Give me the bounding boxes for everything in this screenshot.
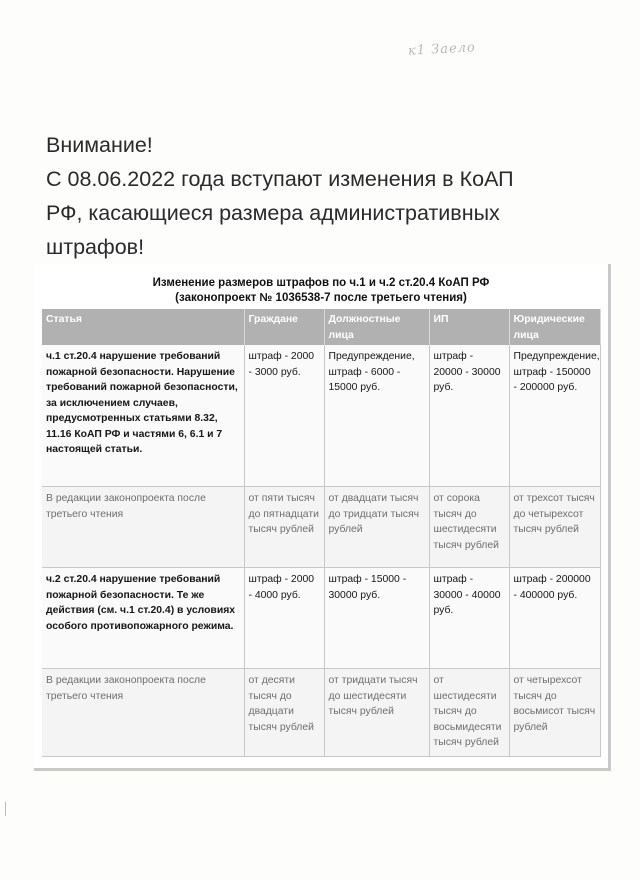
cell-article: В редакции законопроекта после третьего чтения [42,669,244,757]
header-legal-entities: Юридические лица [509,309,600,345]
cell-officials: Предупреждение, штраф - 6000 - 15000 руб. [324,345,429,487]
cell-ip: штраф - 30000 - 40000 руб. [429,568,509,669]
table-row [42,487,600,568]
header-officials: Должностные лица [324,309,429,345]
document-title [34,264,608,309]
table-row [42,669,600,757]
document-title-line-1: Изменение размеров штрафов по ч.1 и ч.2 ст.20.4 КоАП РФ [152,277,490,289]
header-ip: ИП [429,309,509,345]
cell-legal: от четырехсот тысяч до восьмисот тысяч рублей [509,669,600,757]
table-header-row [42,309,600,345]
cell-legal: штраф - 200000 - 400000 руб. [509,568,600,669]
table-row [42,568,600,669]
cell-citizens: от пяти тысяч до пятнадцати тысяч рублей [244,487,324,568]
cell-citizens: от десяти тысяч до двадцати тысяч рублей [244,669,324,757]
table-row [42,345,600,487]
notice-line-4: штрафов! [46,235,145,259]
cell-article: ч.2 ст.20.4 нарушение требований пожарной безопасности. Те же действия (см. ч.1 ст.20.4) в условиях особого противопожарного режима. [42,568,244,669]
notice-line-1: Внимание! [46,133,153,157]
cell-legal: от трехсот тысяч до четырехсот тысяч рублей [509,487,600,568]
notice-line-3: РФ, касающиеся размера административных [46,201,500,225]
cell-citizens: штраф - 2000 - 3000 руб. [244,345,324,487]
scan-margin-mark [5,802,9,816]
cell-article: ч.1 ст.20.4 нарушение требований пожарной безопасности. Нарушение требований пожарной безопасности, за исключением случаев, предусмотренных статьями 8.32, 11.16 КоАП РФ и частями 6, 6.1 и 7 настоящей статьи. [42,345,244,487]
document-title-line-2: (законопроект № 1036538-7 после третьего чтения) [175,292,467,304]
cell-citizens: штраф - 2000 - 4000 руб. [244,568,324,669]
fines-table [42,309,601,757]
cell-article: В редакции законопроекта после третьего чтения [42,487,244,568]
cell-ip: от шестидесяти тысяч до восьмидесяти тысяч рублей [429,669,509,757]
cell-ip: штраф - 20000 - 30000 руб. [429,345,509,487]
fines-document [34,264,611,771]
cell-ip: от сорока тысяч до шестидесяти тысяч рублей [429,487,509,568]
notice-heading [46,128,606,264]
cell-officials: от двадцати тысяч до тридцати тысяч рублей [324,487,429,568]
cell-officials: штраф - 15000 - 30000 руб. [324,568,429,669]
notice-line-2: С 08.06.2022 года вступают изменения в КоАП [46,167,514,191]
header-citizens: Граждане [244,309,324,345]
cell-officials: от тридцати тысяч до шестидесяти тысяч рублей [324,669,429,757]
handwritten-note: к1 Заело [407,40,477,59]
cell-legal: Предупреждение, штраф - 150000 - 200000 руб. [509,345,600,487]
header-article: Статья [42,309,244,345]
